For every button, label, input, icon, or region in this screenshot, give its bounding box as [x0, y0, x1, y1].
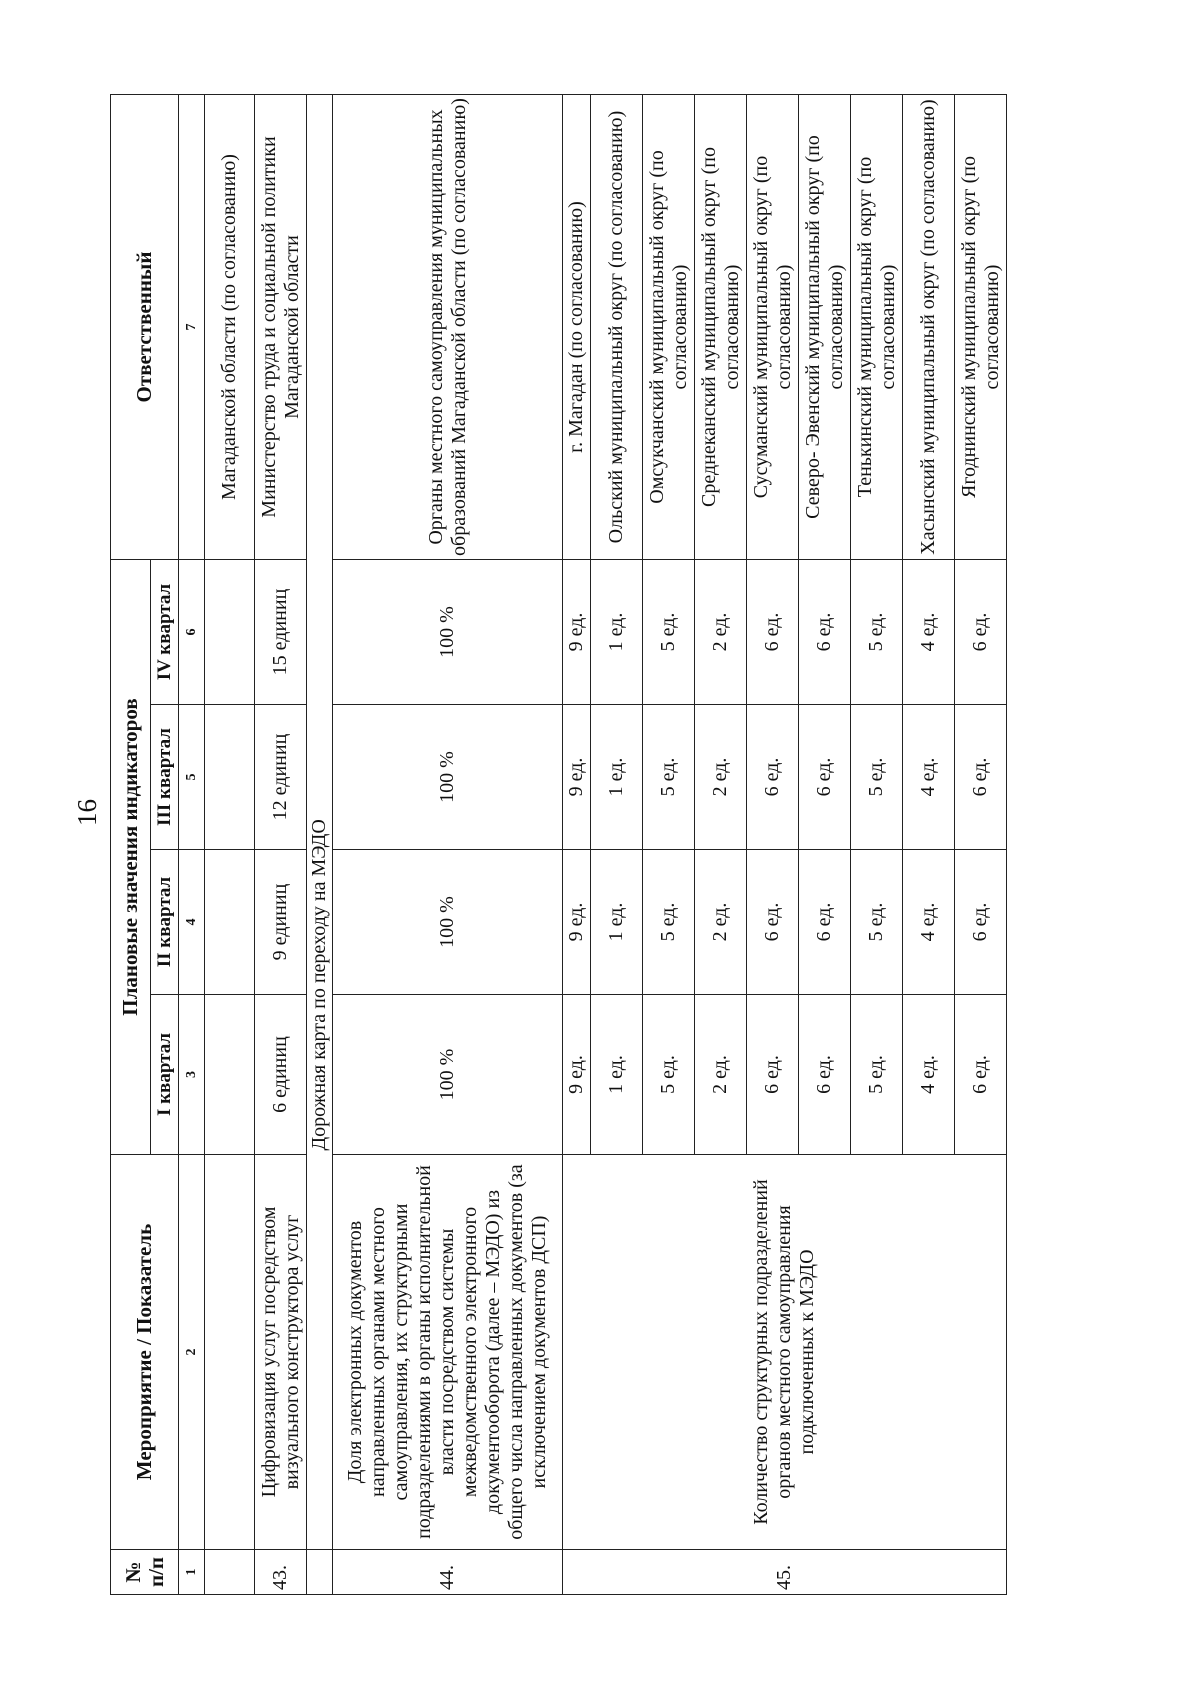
- responsible-cell: Среднеканский муниципальный округ (по согласованию): [695, 95, 747, 560]
- rotated-page-content: [110, 95, 1110, 1595]
- q3-cell: 5 ед.: [643, 705, 695, 850]
- q3-cell: 4 ед.: [903, 705, 955, 850]
- q2-cell: 6 ед.: [747, 850, 799, 995]
- responsible-cell: Министерство труда и социальной политики Магаданской области: [255, 95, 307, 560]
- q2-cell: 1 ед.: [591, 850, 643, 995]
- responsible-cell: г. Магадан (по согласованию): [563, 95, 591, 560]
- q4-cell: 9 ед.: [563, 560, 591, 705]
- measure-cell: Цифровизация услуг посредством визуального конструктора услуг: [255, 1155, 307, 1550]
- index-cell: 7: [179, 95, 205, 560]
- q1-cell: 100 %: [333, 995, 563, 1155]
- header-q3: III квартал: [151, 705, 179, 850]
- q2-cell: 5 ед.: [643, 850, 695, 995]
- index-cell: 4: [179, 850, 205, 995]
- row-number: 45.: [563, 1550, 1007, 1595]
- q3-cell: 12 единиц: [255, 705, 307, 850]
- q1-cell: 2 ед.: [695, 995, 747, 1155]
- q4-cell: 6 ед.: [747, 560, 799, 705]
- q4-cell: 5 ед.: [643, 560, 695, 705]
- header-responsible: Ответственный: [111, 95, 179, 560]
- q3-cell: 6 ед.: [799, 705, 851, 850]
- q4-cell: 6 ед.: [955, 560, 1007, 705]
- q2-cell: 100 %: [333, 850, 563, 995]
- q4-cell: 6 ед.: [799, 560, 851, 705]
- q4-cell: 15 единиц: [255, 560, 307, 705]
- table-row-44: [333, 95, 563, 1595]
- responsible-cell: Омсукчанский муниципальный округ (по согласованию): [643, 95, 695, 560]
- responsible-cell: Тенькинский муниципальный округ (по согласованию): [851, 95, 903, 560]
- q2-cell: 4 ед.: [903, 850, 955, 995]
- responsible-cell: Магаданской области (по согласованию): [205, 95, 255, 560]
- table-row-43: [255, 95, 307, 1595]
- q2-cell: 9 единиц: [255, 850, 307, 995]
- indicators-table: [110, 94, 1007, 1595]
- roadmap-title: Дорожная карта по переходу на МЭДО: [307, 95, 333, 1155]
- row-number: 43.: [255, 1550, 307, 1595]
- index-cell: 3: [179, 995, 205, 1155]
- header-q2: II квартал: [151, 850, 179, 995]
- header-measure: Мероприятие / Показатель: [111, 1155, 179, 1550]
- q3-cell: 9 ед.: [563, 705, 591, 850]
- index-cell: 6: [179, 560, 205, 705]
- page-number: 16: [72, 799, 102, 826]
- header-q1: I квартал: [151, 995, 179, 1155]
- q2-cell: 5 ед.: [851, 850, 903, 995]
- measure-cell: Доля электронных документов направленных органами местного самоуправления, их структурными подразделениями в органы исполнительной власти посредством системы межведомственного электронного документооборота (далее – МЭДО) из общего числа направленных документов (за исключением документов ДСП): [333, 1155, 563, 1550]
- header-q4: IV квартал: [151, 560, 179, 705]
- header-num: № п/п: [111, 1550, 179, 1595]
- roadmap-row: [307, 95, 333, 1595]
- q4-cell: 5 ед.: [851, 560, 903, 705]
- column-index-row: [179, 95, 205, 1595]
- continuation-row: [205, 95, 255, 1595]
- q1-cell: 1 ед.: [591, 995, 643, 1155]
- responsible-cell: Северо- Эвенский муниципальный округ (по согласованию): [799, 95, 851, 560]
- q4-cell: 4 ед.: [903, 560, 955, 705]
- q1-cell: 9 ед.: [563, 995, 591, 1155]
- index-cell: 5: [179, 705, 205, 850]
- responsible-cell: Ольский муниципальный округ (по согласованию): [591, 95, 643, 560]
- q4-cell: 2 ед.: [695, 560, 747, 705]
- q2-cell: 2 ед.: [695, 850, 747, 995]
- q3-cell: 5 ед.: [851, 705, 903, 850]
- q1-cell: 6 ед.: [955, 995, 1007, 1155]
- index-cell: 1: [179, 1550, 205, 1595]
- q4-cell: 100 %: [333, 560, 563, 705]
- q3-cell: 6 ед.: [955, 705, 1007, 850]
- responsible-cell: Органы местного самоуправления муниципальных образований Магаданской области (по согласованию): [333, 95, 563, 560]
- q1-cell: 6 ед.: [747, 995, 799, 1155]
- header-planned: Плановые значения индикаторов: [111, 560, 151, 1155]
- measure-cell: Количество структурных подразделений органов местного самоуправления подключенных к МЭДО: [563, 1155, 1007, 1550]
- q3-cell: 100 %: [333, 705, 563, 850]
- q1-cell: 6 единиц: [255, 995, 307, 1155]
- q2-cell: 6 ед.: [955, 850, 1007, 995]
- responsible-cell: Хасынский муниципальный округ (по согласованию): [903, 95, 955, 560]
- q1-cell: 4 ед.: [903, 995, 955, 1155]
- table-row-45: [563, 95, 591, 1595]
- q4-cell: 1 ед.: [591, 560, 643, 705]
- index-cell: 2: [179, 1155, 205, 1550]
- q1-cell: 5 ед.: [851, 995, 903, 1155]
- q1-cell: 5 ед.: [643, 995, 695, 1155]
- q3-cell: 6 ед.: [747, 705, 799, 850]
- row-number: 44.: [333, 1550, 563, 1595]
- responsible-cell: Ягоднинский муниципальный округ (по согласованию): [955, 95, 1007, 560]
- q3-cell: 2 ед.: [695, 705, 747, 850]
- responsible-cell: Сусуманский муниципальный округ (по согласованию): [747, 95, 799, 560]
- q2-cell: 9 ед.: [563, 850, 591, 995]
- q2-cell: 6 ед.: [799, 850, 851, 995]
- q3-cell: 1 ед.: [591, 705, 643, 850]
- q1-cell: 6 ед.: [799, 995, 851, 1155]
